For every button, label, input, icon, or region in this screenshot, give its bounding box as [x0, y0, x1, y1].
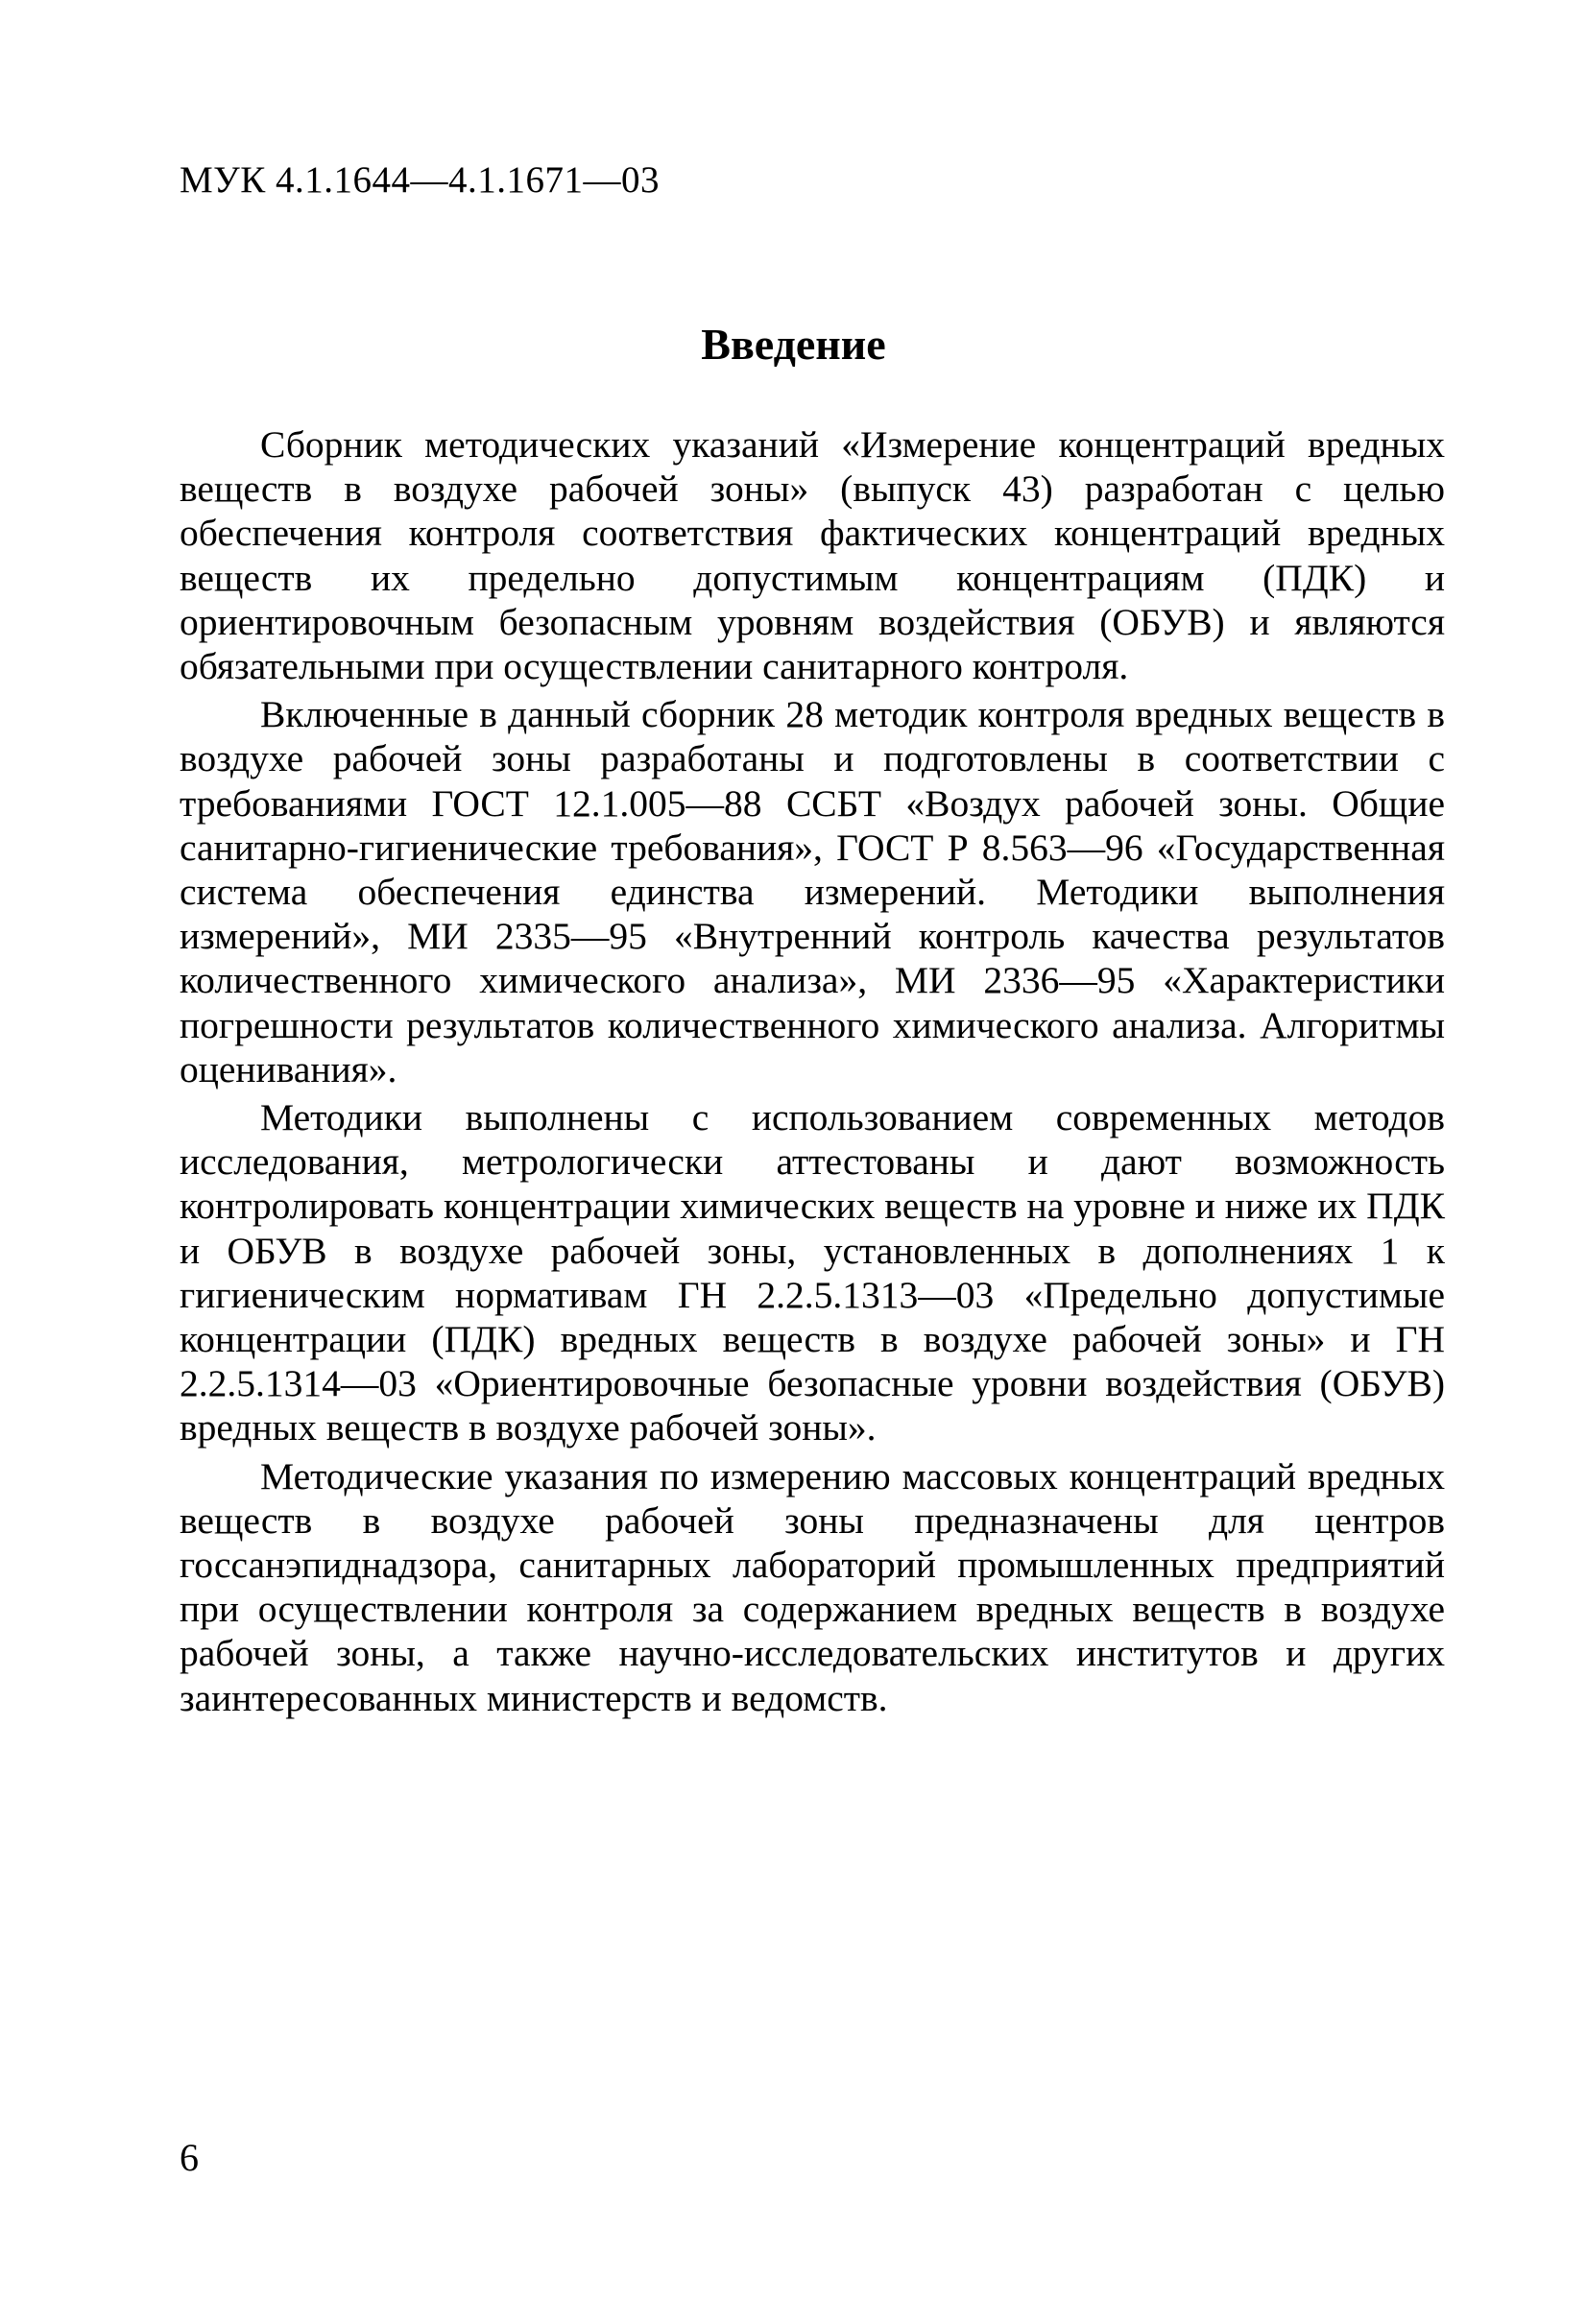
- section-title: Введение: [701, 320, 886, 369]
- paragraph: Методики выполнены с использованием современных методов исследования, метрологически аттестованы и дают возможность контролировать концентрации химических веществ на уровне и ниже их ПДК и ОБУВ в воздухе рабочей зоны, установленных в дополнениях 1 к гигиеническим нормативам ГН 2.2.5.1313—03 «Предельно допустимые концентрации (ПДК) вредных веществ в воздухе рабочей зоны» и ГН 2.2.5.1314—03 «Ориентировочные безопасные уровни воздействия (ОБУВ) вредных веществ в воздухе рабочей зоны».: [180, 1096, 1445, 1450]
- paragraph: Методические указания по измерению массовых концентраций вредных веществ в воздухе рабочей зоны предназначены для центров госсанэпиднадзора, санитарных лабораторий промышленных предприятий при осуществлении контроля за содержанием вредных веществ в воздухе рабочей зоны, а также научно-исследовательских институтов и других заинтересованных министерств и ведомств.: [180, 1454, 1445, 1719]
- running-header: МУК 4.1.1644—4.1.1671—03: [180, 159, 661, 201]
- page-number: 6: [180, 2136, 199, 2179]
- paragraph: Включенные в данный сборник 28 методик контроля вредных веществ в воздухе рабочей зоны разработаны и подготовлены в соответствии с требованиями ГОСТ 12.1.005—88 ССБТ «Воздух рабочей зоны. Общие санитарно-гигиенические требования», ГОСТ Р 8.563—96 «Государственная система обеспечения единства измерений. Методики выполнения измерений», МИ 2335—95 «Внутренний контроль качества результатов количественного химического анализа», МИ 2336—95 «Характеристики погрешности результатов количественного химического анализа. Алгоритмы оценивания».: [180, 693, 1445, 1090]
- section-body: [180, 422, 1445, 1724]
- paragraph: Сборник методических указаний «Измерение концентраций вредных веществ в воздухе рабочей зоны» (выпуск 43) разработан с целью обеспечения контроля соответствия фактических концентраций вредных веществ их предельно допустимым концентрациям (ПДК) и ориентировочным безопасным уровням воздействия (ОБУВ) и являются обязательными при осуществлении санитарного контроля.: [180, 423, 1445, 688]
